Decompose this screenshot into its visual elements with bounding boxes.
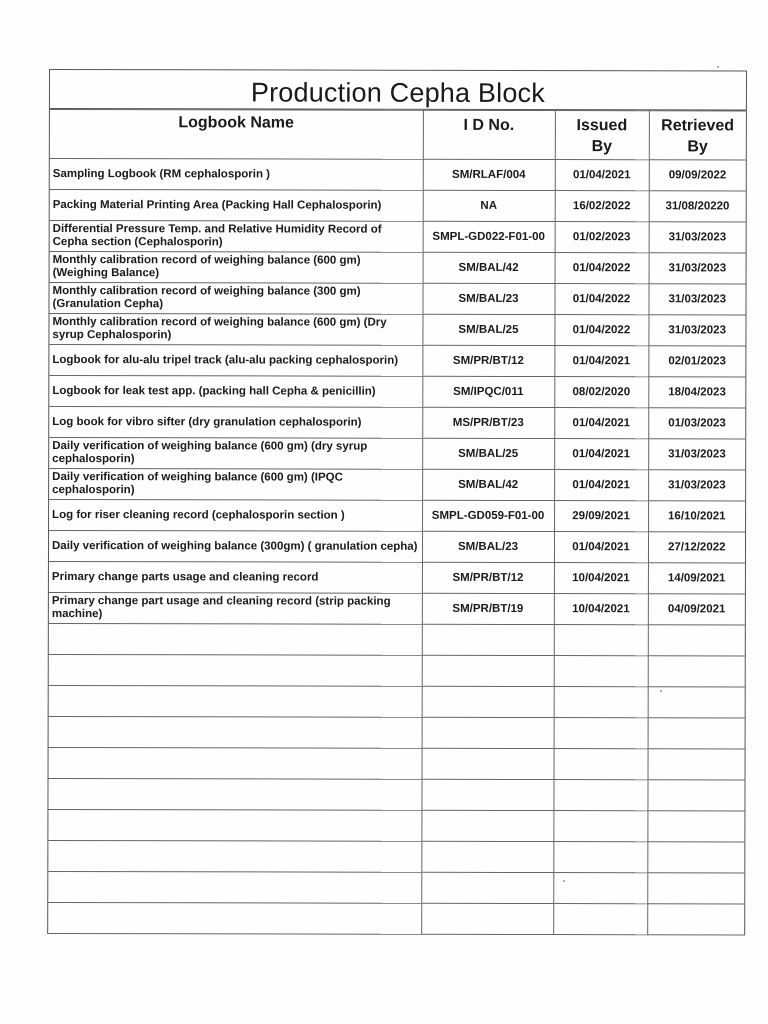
empty-cell (48, 841, 421, 873)
logbook-name-cell: Monthly calibration record of weighing balance (600 gm) (Dry syrup Cephalosporin) (49, 314, 422, 346)
issued-cell: 01/04/2021 (555, 160, 649, 191)
logbook-name-cell: Packing Material Printing Area (Packing Hall Cephalosporin) (50, 190, 423, 222)
empty-row (49, 624, 745, 656)
logbook-name-cell: Monthly calibration record of weighing balance (300 gm) (Granulation Cepha) (49, 283, 422, 315)
logbook-name-cell: Daily verification of weighing balance (600 gm) (dry syrup cephalosporin) (49, 438, 422, 470)
retrieved-cell: 04/09/2021 (648, 594, 745, 625)
empty-cell (647, 873, 744, 904)
page-title: Production Cepha Block (50, 70, 746, 110)
empty-cell (421, 779, 553, 810)
retrieved-cell: 09/09/2022 (649, 160, 746, 191)
empty-cell (49, 717, 422, 749)
empty-cell (422, 624, 554, 655)
empty-cell (647, 780, 744, 811)
empty-cell (648, 656, 745, 687)
empty-cell (49, 624, 422, 656)
empty-cell (49, 655, 422, 687)
table-row (49, 438, 745, 470)
empty-cell (553, 873, 647, 904)
empty-cell (554, 718, 648, 749)
empty-cell (553, 780, 647, 811)
table-row (49, 593, 745, 625)
issued-cell: 01/04/2022 (554, 284, 648, 315)
logbook-name-cell: Logbook for leak test app. (packing hall Cepha & penicillin) (49, 376, 422, 408)
header-retrieved-by (649, 111, 746, 160)
table-row (49, 283, 745, 315)
empty-cell (553, 842, 647, 873)
logbook-name-cell: Logbook for alu-alu tripel track (alu-alu packing cephalosporin) (49, 345, 422, 377)
empty-cell (647, 811, 744, 842)
retrieved-cell: 31/08/20220 (649, 191, 746, 222)
empty-cell (49, 748, 422, 780)
issued-cell: 01/04/2022 (555, 253, 649, 284)
empty-cell (49, 686, 422, 718)
table-row (49, 407, 745, 439)
empty-row (48, 903, 744, 935)
empty-row (48, 841, 744, 873)
header-retrieved-line1: Retrieved (661, 117, 735, 135)
issued-cell: 16/02/2022 (555, 191, 649, 222)
empty-cell (553, 904, 647, 935)
empty-cell (422, 717, 554, 748)
empty-cell (554, 749, 648, 780)
retrieved-cell: 31/03/2023 (648, 439, 745, 470)
issued-cell: 10/04/2021 (554, 594, 648, 625)
retrieved-cell: 27/12/2022 (648, 532, 745, 563)
issued-cell: 01/04/2021 (554, 408, 648, 439)
header-issued-line1: Issued (576, 117, 628, 135)
empty-cell (421, 903, 553, 934)
table-row (49, 500, 745, 532)
table-header-row (50, 110, 746, 160)
empty-cell (48, 872, 421, 904)
id-cell: SM/PR/BT/12 (422, 345, 554, 376)
table-row (50, 159, 746, 191)
logbook-name-cell: Log book for vibro sifter (dry granulation cephalosporin) (49, 407, 422, 439)
empty-cell (648, 749, 745, 780)
logbook-name-cell: Sampling Logbook (RM cephalosporin ) (50, 159, 423, 191)
retrieved-cell: 31/03/2023 (649, 253, 746, 284)
issued-cell: 01/04/2021 (554, 346, 648, 377)
table-row (49, 345, 745, 377)
header-issued-line2: By (591, 138, 613, 156)
empty-cell (648, 625, 745, 656)
logbook-table (48, 109, 746, 935)
table-row (49, 562, 745, 594)
id-cell: SM/PR/BT/12 (422, 562, 554, 593)
empty-row (49, 655, 745, 687)
issued-cell: 01/04/2021 (554, 532, 648, 563)
empty-cell (421, 810, 553, 841)
retrieved-cell: 31/03/2023 (649, 222, 746, 253)
empty-row (48, 872, 744, 904)
retrieved-cell: 02/01/2023 (648, 346, 745, 377)
id-cell: NA (423, 190, 555, 221)
empty-row (49, 686, 745, 718)
retrieved-cell: 31/03/2023 (648, 315, 745, 346)
retrieved-cell: 16/10/2021 (648, 501, 745, 532)
id-cell: SMPL-GD022-F01-00 (423, 221, 555, 252)
id-cell: SM/IPQC/011 (422, 376, 554, 407)
issued-cell: 10/04/2021 (554, 563, 648, 594)
empty-cell (647, 904, 744, 935)
empty-cell (422, 655, 554, 686)
table-row (50, 190, 746, 222)
logbook-name-cell: Primary change parts usage and cleaning record (49, 562, 422, 594)
empty-cell (421, 872, 553, 903)
logbook-name-cell: Primary change part usage and cleaning record (strip packing machine) (49, 593, 422, 625)
table-row (49, 469, 745, 501)
retrieved-cell: 31/03/2023 (648, 470, 745, 501)
empty-cell (647, 842, 744, 873)
table-row (49, 531, 745, 563)
scan-speck (563, 880, 565, 882)
scan-speck (717, 66, 719, 68)
empty-row (49, 717, 745, 749)
issued-cell: 01/04/2022 (554, 315, 648, 346)
empty-row (48, 779, 744, 811)
empty-cell (554, 625, 648, 656)
retrieved-cell: 18/04/2023 (648, 377, 745, 408)
empty-cell (48, 903, 421, 935)
id-cell: SM/RLAF/004 (423, 159, 555, 190)
logbook-name-cell: Differential Pressure Temp. and Relative Humidity Record of Cepha section (Cephalosporin) (50, 221, 423, 253)
header-issued-by (555, 111, 649, 160)
id-cell: SM/BAL/23 (422, 531, 554, 562)
id-cell: SM/BAL/23 (422, 283, 554, 314)
empty-row (49, 748, 745, 780)
table-row (49, 314, 745, 346)
empty-cell (648, 687, 745, 718)
issued-cell: 01/04/2021 (554, 439, 648, 470)
header-logbook-name: Logbook Name (50, 110, 423, 160)
id-cell: SMPL-GD059-F01-00 (422, 500, 554, 531)
logbook-name-cell: Daily verification of weighing balance (300gm) ( granulation cepha) (49, 531, 422, 563)
header-retrieved-line2: By (687, 138, 708, 156)
empty-cell (48, 779, 421, 811)
empty-row (48, 810, 744, 842)
empty-cell (648, 718, 745, 749)
id-cell: SM/BAL/42 (423, 252, 555, 283)
empty-cell (553, 811, 647, 842)
id-cell: SM/BAL/25 (422, 438, 554, 469)
logbook-name-cell: Daily verification of weighing balance (600 gm) (IPQC cephalosporin) (49, 469, 422, 501)
id-cell: SM/PR/BT/19 (422, 593, 554, 624)
empty-cell (422, 748, 554, 779)
logbook-name-cell: Log for riser cleaning record (cephalosporin section ) (49, 500, 422, 532)
scan-speck (660, 690, 662, 692)
issued-cell: 29/09/2021 (554, 501, 648, 532)
retrieved-cell: 01/03/2023 (648, 408, 745, 439)
issued-cell: 01/02/2023 (555, 222, 649, 253)
empty-cell (422, 686, 554, 717)
id-cell: SM/BAL/25 (422, 314, 554, 345)
empty-cell (554, 656, 648, 687)
issued-cell: 08/02/2020 (554, 377, 648, 408)
retrieved-cell: 31/03/2023 (648, 284, 745, 315)
table-row (50, 221, 746, 253)
logbook-name-cell: Monthly calibration record of weighing balance (600 gm) (Weighing Balance) (50, 252, 423, 284)
empty-cell (554, 687, 648, 718)
table-row (50, 252, 746, 284)
empty-cell (421, 841, 553, 872)
header-id-no: I D No. (423, 110, 555, 159)
logbook-sheet (47, 69, 747, 935)
issued-cell: 01/04/2021 (554, 470, 648, 501)
id-cell: SM/BAL/42 (422, 469, 554, 500)
retrieved-cell: 14/09/2021 (648, 563, 745, 594)
table-row (49, 376, 745, 408)
id-cell: MS/PR/BT/23 (422, 407, 554, 438)
empty-cell (48, 810, 421, 842)
